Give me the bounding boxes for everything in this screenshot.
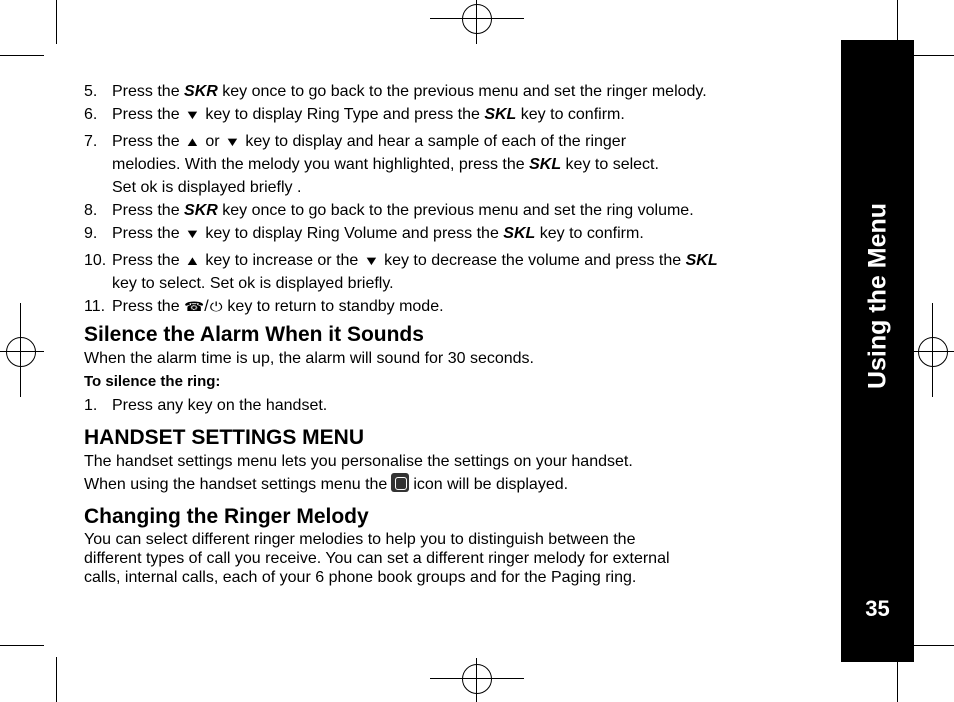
key-name: SKL [529,156,562,173]
step-line [112,249,824,272]
step-text: key once to go back to the previous menu and set the ring volume. [217,202,694,219]
step-number: 9. [84,225,98,242]
registration-line [430,18,524,19]
step-item [84,80,824,103]
registration-mark [6,337,36,367]
crop-mark [897,0,898,44]
step-item [84,130,824,199]
handset-settings-line-2 [84,473,824,496]
registration-line [932,303,933,397]
step-text: key to select. [561,156,659,173]
up-arrow-icon: ▲ [184,253,201,268]
ringer-melody-line: You can select different ringer melodies to help you to distinguish between the [84,531,636,548]
section-heading-ringer-melody: Changing the Ringer Melody [84,505,369,528]
down-arrow-icon: ▼ [184,226,201,241]
step-line [112,199,824,222]
registration-line [20,303,21,397]
handset-settings-icon [391,473,409,492]
registration-line [476,658,477,702]
step-text: Set ok is displayed briefly . [112,179,302,196]
steps-list [84,80,824,318]
step-item [84,295,824,318]
step-line [112,222,824,245]
down-arrow-icon: ▼ [184,107,201,122]
step-text: Press the [112,298,185,315]
step-number: 11. [84,298,106,315]
registration-line [476,0,477,44]
down-arrow-icon: ▼ [363,253,380,268]
registration-mark [918,337,948,367]
step-line [112,130,824,153]
crop-mark [897,657,898,702]
handset-settings-line-1: The handset settings menu lets you personalise the settings on your handset. [84,453,633,470]
step-number: 5. [84,83,98,100]
down-arrow-icon: ▼ [224,134,241,149]
crop-mark [56,0,57,44]
step-text: Press the [112,133,185,150]
step-number: 10. [84,252,107,269]
step-text: Press the [112,202,185,219]
step-line [112,176,824,199]
handset-settings-line-2-end: icon will be displayed. [413,476,569,493]
chapter-sidebar [841,40,914,662]
step-text: melodies. With the melody you want highlighted, press the [112,156,530,173]
key-name: SKL [503,225,536,242]
step-text: key to decrease the volume and press the [379,252,686,269]
registration-line [430,678,524,679]
crop-mark [908,645,954,646]
step-text: key once to go back to the previous menu and set the ringer melody. [217,83,707,100]
step-line [112,153,824,176]
power-icon: ⏻ [209,299,223,314]
step-text: key to confirm. [516,106,625,123]
key-name: SKR [184,202,218,219]
chapter-title: Using the Menu [863,202,891,390]
step-line [112,272,824,295]
crop-mark [0,645,44,646]
step-text: key to display Ring Volume and press the [200,225,504,242]
step-line [112,80,824,103]
step-text: key to display Ring Type and press the [200,106,485,123]
step-item [84,199,824,222]
step-item [84,103,824,126]
ringer-melody-paragraph [84,530,824,587]
step-number: 8. [84,202,98,219]
step-text: Press the [112,106,185,123]
registration-mark [462,4,492,34]
step-text: Press any key on the handset. [112,397,328,414]
page-number: 35 [865,596,890,621]
step-number: 6. [84,106,98,123]
section-heading-silence-alarm: Silence the Alarm When it Sounds [84,323,424,346]
step-line [112,295,824,318]
key-name: SKR [184,83,218,100]
ringer-melody-line: different types of call you receive. You can set a different ringer melody for external [84,550,670,567]
step-text: key to increase or the [200,252,363,269]
page-content [84,80,824,587]
ringer-melody-line: calls, internal calls, each of your 6 phone book groups and for the Paging ring. [84,569,637,586]
up-arrow-icon: ▲ [184,134,201,149]
key-name: SKL [685,252,718,269]
registration-mark [462,664,492,694]
step-text: Press the [112,225,185,242]
step-text: or [200,133,225,150]
step-number: 7. [84,133,98,150]
section-heading-handset-settings: HANDSET SETTINGS MENU [84,426,365,449]
step-text: key to confirm. [535,225,644,242]
silence-ring-subheading: To silence the ring: [84,373,221,390]
step-item [84,249,824,295]
key-name: SKL [484,106,517,123]
crop-mark [0,55,44,56]
end-call-icon: ☎ [184,299,205,314]
handset-settings-line-2-start: When using the handset settings menu the [84,476,388,493]
crop-mark [908,55,954,56]
crop-mark [56,657,57,702]
step-text: Press the [112,83,185,100]
silence-step-1 [84,394,824,417]
silence-alarm-paragraph: When the alarm time is up, the alarm will sound for 30 seconds. [84,350,534,367]
step-text: / [204,298,209,315]
step-item [84,222,824,245]
step-text: key to display and hear a sample of each of the ringer [240,133,627,150]
step-text: key to select. Set ok is displayed briefly. [112,275,394,292]
step-text: Press the [112,252,185,269]
step-text: key to return to standby mode. [222,298,444,315]
registration-line [0,351,44,352]
step-number: 1. [84,397,98,414]
step-line [112,103,824,126]
